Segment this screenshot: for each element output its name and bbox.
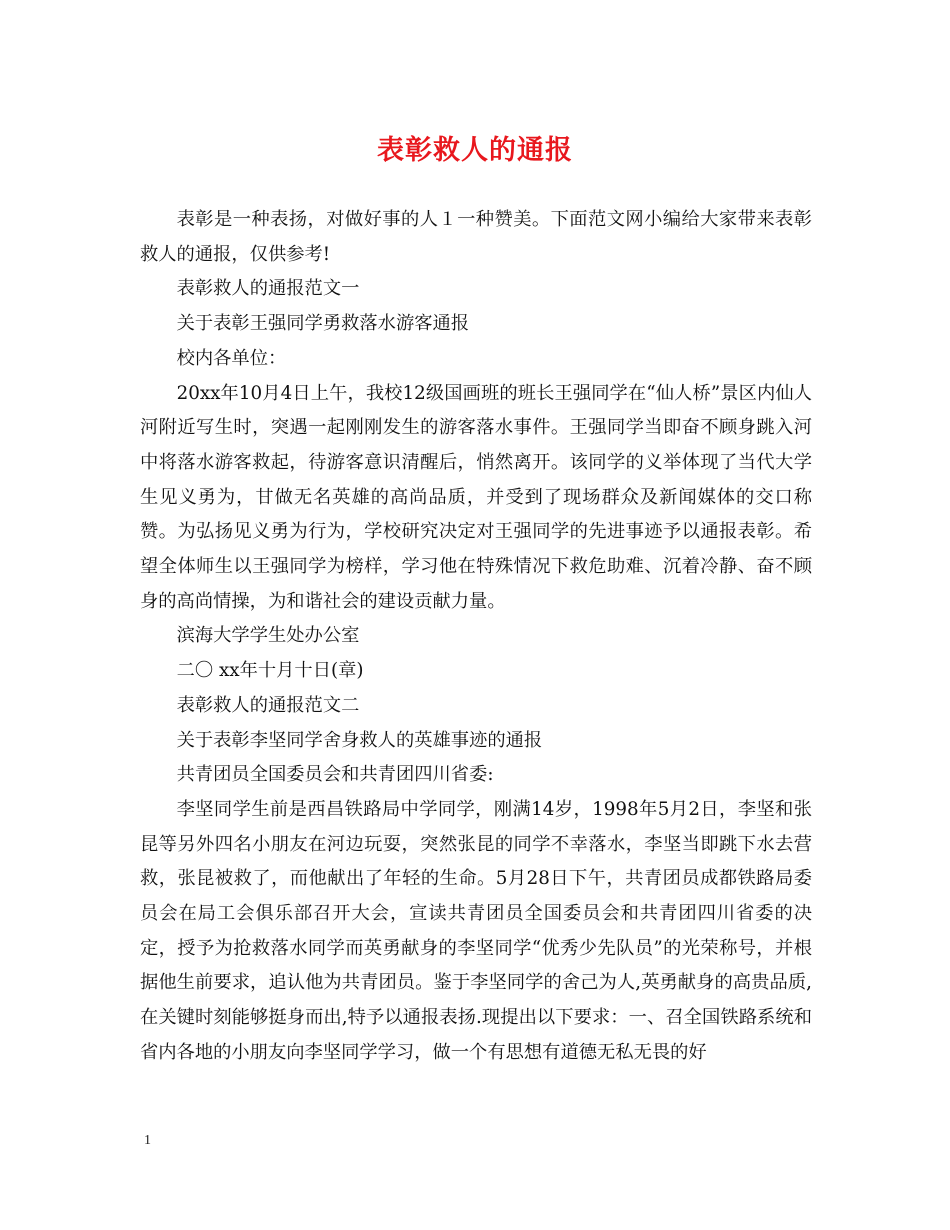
sample1-body: 20xx年10月4日上午，我校12级国画班的班长王强同学在“仙人桥”景区内仙人河附近写生时，突遇一起刚刚发生的游客落水事件。王强同学当即奋不顾身跳入河中将落水游客救起，待游客意识清醒后，悄然离开。该同学的义举体现了当代大学生见义勇为，甘做无名英雄的高尚品质，并受到了现场群众及新闻媒体的交口称赞。为弘扬见义勇为行为，学校研究决定对王强同学的先进事迹予以通报表彰。希望全体师生以王强同学为榜样，学习他在特殊情况下救危助难、沉着冷静、奋不顾身的高尚情操，为和谐社会的建设贡献力量。 bbox=[140, 382, 812, 612]
sample2-subject: 关于表彰李坚同学舍身救人的英雄事迹的通报 bbox=[176, 729, 543, 751]
page-number: 1 bbox=[144, 1133, 151, 1148]
sample2-salutation: 共青团员全国委员会和共青团四川省委: bbox=[176, 764, 494, 786]
sample2-body: 李坚同学生前是西昌铁路局中学同学，刚满14岁，1998年5月2日，李坚和张昆等另外四名小朋友在河边玩耍，突然张昆的同学不幸落水，李坚当即跳下水去营救，张昆被救了，而他献出了年轻的生命。5月28日下午，共青团员成都铁路局委员会在局工会俱乐部召开大会，宣读共青团员全国委员会和共青团四川省委的决定，授予为抢救落水同学而英勇献身的李坚同学“优秀少先队员”的光荣称号，并根据他生前要求，追认他为共青团员。鉴于李坚同学的舍己为人,英勇献身的高贵品质,在关键时刻能够挺身而出,特予以通报表扬.现提出以下要求：一、召全国铁路系统和省内各地的小朋友向李坚同学学习，做一个有思想有道德无私无畏的好 bbox=[140, 798, 812, 1063]
sample1-date: 二〇 xx年十月十日(章) bbox=[176, 660, 364, 682]
sample2-heading: 表彰救人的通报范文二 bbox=[176, 694, 360, 716]
sample1-heading: 表彰救人的通报范文一 bbox=[176, 278, 360, 300]
sample1-salutation: 校内各单位： bbox=[176, 347, 287, 369]
sample1-signature: 滨海大学学生处办公室 bbox=[176, 625, 360, 647]
document-body bbox=[140, 203, 812, 1071]
sample1-subject: 关于表彰王强同学勇救落水游客通报 bbox=[176, 313, 470, 335]
intro-paragraph: 表彰是一种表扬，对做好事的人１一种赞美。下面范文网小编给大家带来表彰救人的通报，仅供参考! bbox=[140, 209, 812, 265]
document-title: 表彰救人的通报 bbox=[377, 135, 573, 166]
